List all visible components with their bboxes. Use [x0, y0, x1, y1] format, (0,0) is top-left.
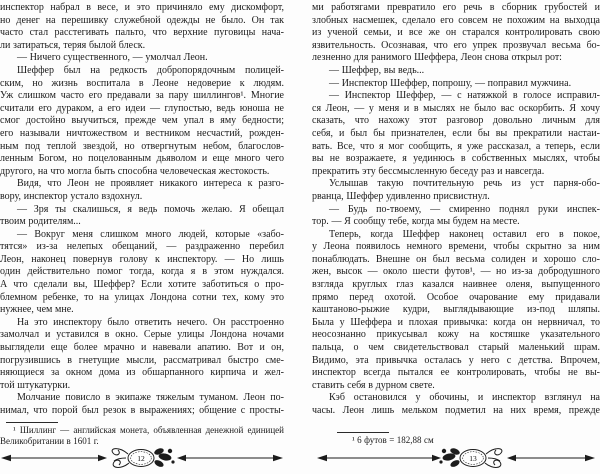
floral-flourish — [112, 449, 129, 468]
text-line: неосознанно прикусывал кожу на костяшке указательного — [312, 329, 600, 341]
text-line: ским, но жизнь воспитала в Леоне недоверие к людям. — [0, 77, 284, 89]
text-line: выглядели еще более мрачно и навевали апатию. Вот и он, — [0, 342, 284, 354]
footnote-right — [312, 432, 600, 446]
text-line: злобных насмешек, сделало его совсем не похожим на выходца — [312, 14, 600, 26]
text-line: инспектор набрал в весе, и это причиняло ему дискомфорт, — [0, 2, 284, 13]
text-line: лезненно для ранимого Шеффера, Леон снова открыл рот: — [312, 52, 562, 64]
text-line: вы не возражаете, я уединюсь в собственных мыслях, чтобы — [312, 153, 600, 165]
text-line: Видимо, эта привычка осталась у него с детства. Впрочем, — [312, 354, 600, 366]
text-line: ным под теплой звездой, но отвергнутым небом, благослов- — [0, 140, 284, 152]
text-line: один действительно помог тогда, когда я в этом нуждался. — [0, 266, 284, 278]
text-line: Великобритании в 1601 г. — [0, 435, 99, 446]
page-number: 12 — [137, 453, 145, 463]
text-line: ставить себя в дурном свете. — [312, 379, 435, 391]
floral-cluster — [153, 447, 174, 468]
text-line: — Инспектор Шеффер, — с натяжкой в голосе исправил- — [329, 90, 600, 102]
text-line: блемном ребенке, то на улицах Лондона сотни тех, кому это — [0, 291, 284, 303]
text-line: ¹ Шиллинг — английская монета, объявленная денежной единицей — [13, 424, 284, 435]
text-line: инспектор всегда пытался ее контролировать, чтобы не вы- — [312, 367, 600, 379]
page-ornament-right — [312, 445, 600, 471]
text-line: Шеффер был на редкость добропорядочным полицей- — [17, 64, 284, 76]
text-line: — Вокруг меня слишком много людей, которые «забо- — [17, 228, 284, 240]
text-line: — Ничего существенного, — умолчал Леон. — [17, 52, 208, 64]
text-line: взгляда круглых глаз казался наивнее оленя, выпущенного — [312, 279, 600, 291]
text-line: тятся» из-за нелепых обещаний, — раздраженно перебил — [0, 241, 284, 253]
page-number: 13 — [469, 453, 477, 463]
text-line: прямо перед охотой. Особое очарование ему придавали — [312, 291, 600, 303]
text-line: считали его дураком, а его идеи — глупостью, ведь юноша не — [0, 102, 284, 114]
footnote-separator — [337, 432, 389, 433]
text-line: себя, и был бы признателен, если бы вы прекратили настаи- — [312, 127, 600, 139]
body-text-right — [312, 0, 600, 418]
text-line: Уж слишком часто его предавали за пару шиллингов¹. Многие — [0, 90, 284, 102]
text-line: его называли ничтожеством и вестником несчастий, рожден- — [0, 127, 284, 139]
text-line: Молчание повисло в экипаже тяжелым туманом. Леон по- — [17, 392, 284, 404]
floral-flourish — [485, 449, 502, 468]
text-line: сказать, что нахожу этот разговор довольно личным для — [312, 115, 600, 127]
text-line: язвительность. Осознавая, что его упрек прозвучал весьма бо- — [312, 39, 600, 51]
text-line: — Шеффер, вы ведь... — [329, 64, 425, 76]
text-line: нимал, что порой был резок в выражениях; общение с просты- — [0, 405, 284, 416]
text-line: часто стал расстегивать пальто, что верхние пуговицы нача- — [0, 27, 284, 39]
text-line: ми работягами превратило его речь в сборник грубостей и — [312, 2, 600, 13]
text-line: Кэб остановился у обочины, и инспектор взглянул на — [329, 392, 600, 404]
text-line: прекратить эту бессмысленную беседу раз и навсегда. — [312, 165, 545, 177]
footnote-lines-left — [0, 425, 284, 447]
text-line: ленным Богом, но поцелованным дьяволом и еще много чего — [0, 153, 284, 165]
text-line: но денег на перешивку служебной одежды не было. Он так — [0, 14, 284, 26]
page-ornament-left — [0, 445, 284, 471]
ornament-rule-right — [312, 445, 600, 471]
text-line: той штукатурки. — [0, 379, 71, 391]
text-line: пальца, о чем свидетельствовал старый маленький шрам. — [312, 342, 600, 354]
text-line: из ученой семьи, и все же он старался контролировать свою — [312, 27, 600, 39]
text-line: На это инспектору было ответить нечего. Он расстроенно — [17, 316, 284, 328]
text-line: Была у Шеффера и плохая привычка: когда он нервничал, то — [312, 316, 600, 328]
text-line: рванца, Шеффер удивленно присвистнул. — [312, 190, 490, 202]
page-left — [0, 0, 284, 474]
text-line: смог достойно выучиться, прежде чем упал в яму бедности; — [0, 115, 284, 127]
text-line: каштаново-рыжие кудри, выглядывающие из-под шляпы. — [312, 304, 600, 316]
text-line: часы. Леон лишь мельком подметил на них время, прежде — [312, 405, 600, 416]
text-line: Видя, что Леон не проявляет никакого интереса к разго- — [17, 178, 284, 190]
text-line: тор. — Я сообщу тебе, когда мы будем на месте. — [312, 216, 520, 228]
text-line: ¹ 6 футов = 182,88 см — [352, 434, 434, 445]
text-line: — Инспектор Шеффер, попрошу, — поправил мужчина. — [329, 77, 572, 89]
text-line: жен, высок — около шести футов¹, — но из-за добродушного — [312, 266, 600, 278]
floral-cluster — [439, 447, 460, 468]
text-line: Теперь, когда Шеффер наконец оставил его в покое, — [329, 228, 600, 240]
text-line: у Леона появилось немного времени, чтобы скрытно за ним — [312, 241, 600, 253]
text-line: замолчал и уставился в окно. Серые улицы Лондона ночами — [0, 329, 284, 341]
text-line: Леон, наконец повернув голову к инспектору. — Но лишь — [0, 253, 284, 265]
text-line: Услышав такую почтительную речь из уст парня-обо- — [329, 178, 600, 190]
text-line: вору, инспектор устало вздохнул. — [0, 190, 143, 202]
footnote-lines-right — [312, 435, 600, 446]
footnote-left — [0, 422, 284, 447]
text-line: ся Леон, — у меня и в мыслях не было вас оскорбить. Я хочу — [312, 102, 600, 114]
text-line: — Зря ты скалишься, я ведь помочь желаю. Я обещал — [17, 203, 284, 215]
ornament-rule-left — [0, 445, 284, 471]
text-line: погрузившись в гнетущие мысли, рассматривал быстро сме- — [0, 354, 284, 366]
text-line: А что сделали вы, Шеффер? Если хотите заботиться о про- — [0, 279, 284, 291]
text-line: понаблюдать. Внешне он был весьма солиден и хорошо сло- — [312, 253, 600, 265]
text-line: другого, на что могла быть способна человеческая жестокость. — [0, 165, 270, 177]
text-line: вать. Все, что я мог сообщить, я уже рассказал, а теперь, если — [312, 140, 600, 152]
text-line: нужнее, чем мне. — [0, 304, 74, 316]
footnote-separator — [6, 422, 58, 423]
text-line: няющиеся за окном дома из обшарпанного кирпича и жел- — [0, 367, 284, 379]
text-line: — Будь по-твоему, — смиренно поднял руки инспек- — [329, 203, 600, 215]
page-right — [312, 0, 600, 474]
text-line: твоим родителям... — [0, 216, 81, 228]
body-text-left — [0, 0, 284, 418]
text-line: ли затираться, теряя былой блеск. — [0, 39, 146, 51]
